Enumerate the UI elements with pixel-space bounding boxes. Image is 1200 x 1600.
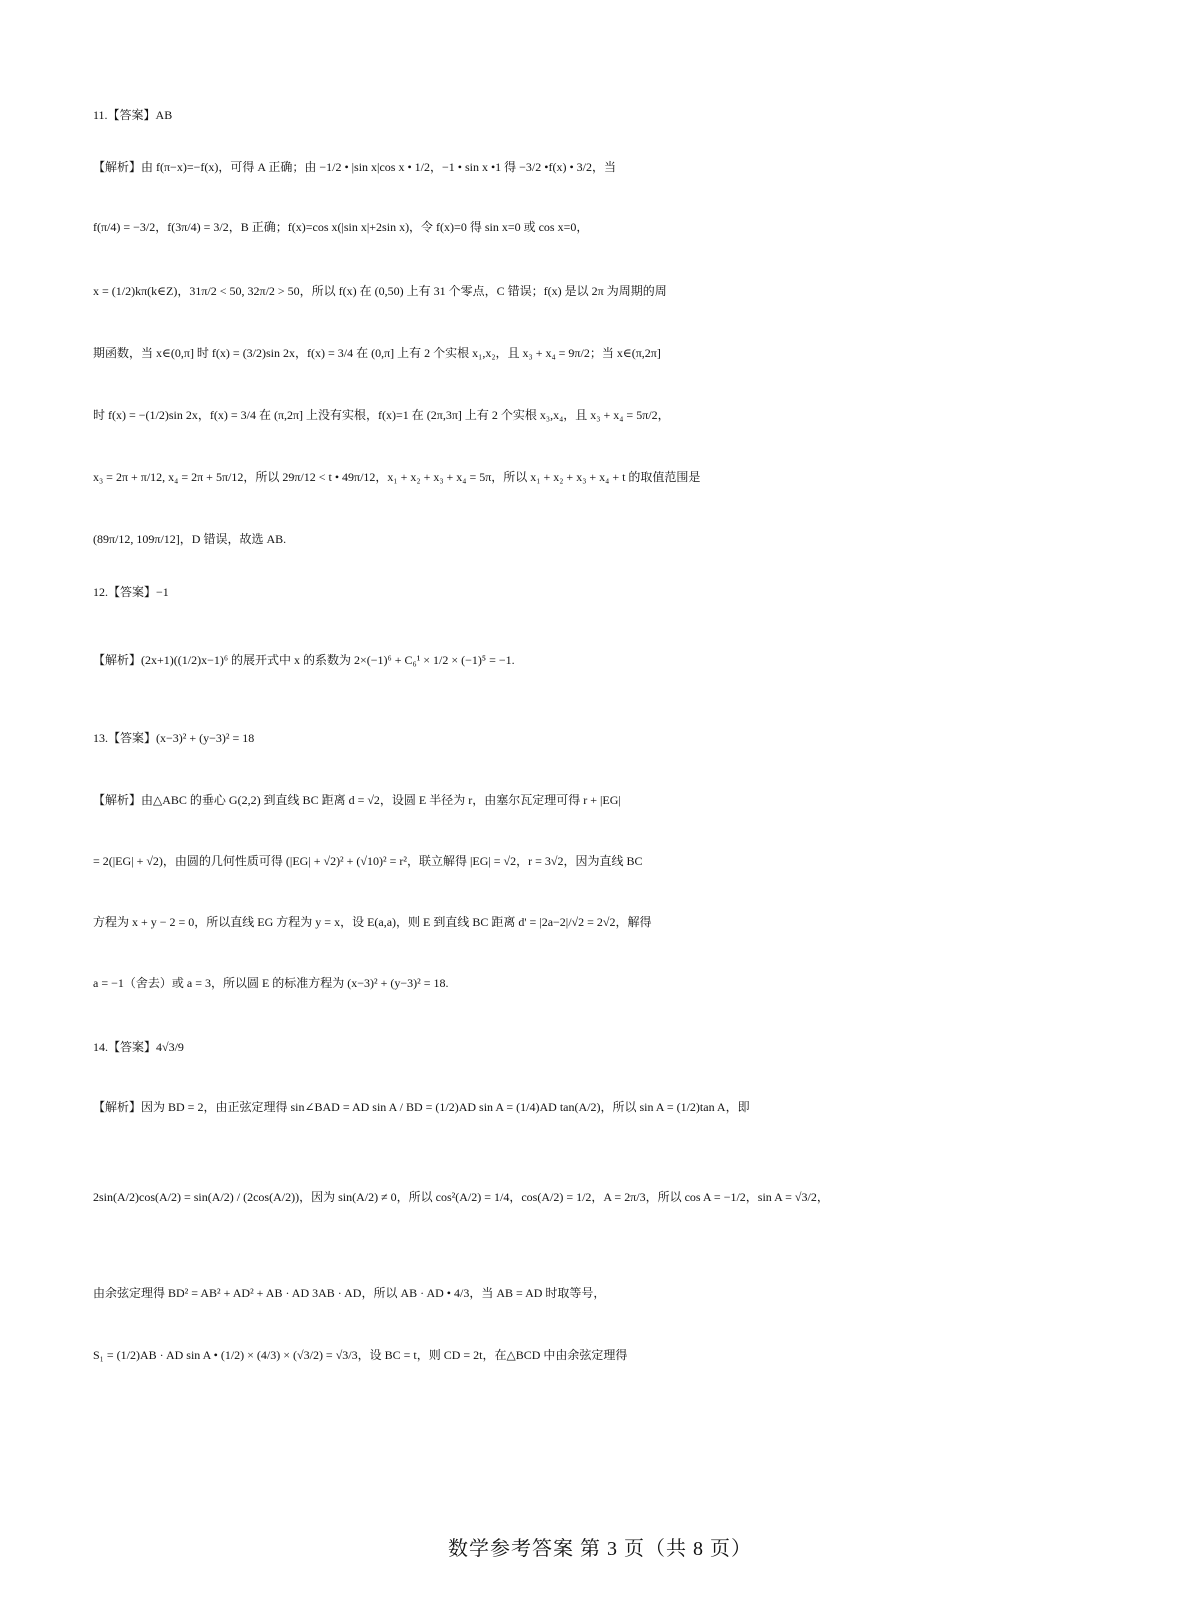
q12-answer: 12.【答案】−1 <box>93 585 169 599</box>
q11-explanation-line-7: (89π/12, 109π/12]，D 错误，故选 AB. <box>93 532 287 546</box>
q11-answer: 11.【答案】AB <box>93 108 173 122</box>
q11-explanation-line-5: 时 f(x) = −(1/2)sin 2x，f(x) = 3/4 在 (π,2π] 上没有实根，f(x)=1 在 (2π,3π] 上有 2 个实根 x₃,x₄，且 x₃ + x₄ = 5π/2， <box>93 408 670 422</box>
page-footer: 数学参考答案 第 3 页（共 8 页） <box>448 1538 752 1560</box>
q14-explanation-line-1: 【解析】因为 BD = 2，由正弦定理得 sin∠BAD = AD sin A / BD = (1/2)AD sin A = (1/4)AD tan(A/2)，所以 sin A = (1/2)tan A，即 <box>93 1100 750 1114</box>
q11-explanation-line-2: f(π/4) = −3/2，f(3π/4) = 3/2，B 正确；f(x)=cos x(|sin x|+2sin x)，令 f(x)=0 得 sin x=0 或 cos x=0， <box>93 220 589 234</box>
q13-answer: 13.【答案】(x−3)² + (y−3)² = 18 <box>93 731 255 745</box>
q14-explanation-line-4: S₁ = (1/2)AB · AD sin A • (1/2) × (4/3) × (√3/2) = √3/3，设 BC = t，则 CD = 2t，在△BCD 中由余弦定理得 <box>93 1348 628 1362</box>
q11-explanation-line-1: 【解析】由 f(π−x)=−f(x)，可得 A 正确；由 −1/2 • |sin x|cos x • 1/2，−1 • sin x •1 得 −3/2 •f(x) • 3/2，当 <box>93 160 616 174</box>
q13-explanation-line-3: 方程为 x + y − 2 = 0，所以直线 EG 方程为 y = x，设 E(a,a)，则 E 到直线 BC 距离 d' = |2a−2|/√2 = 2√2，解得 <box>93 915 652 929</box>
q13-explanation-line-4: a = −1（舍去）或 a = 3，所以圆 E 的标准方程为 (x−3)² + (y−3)² = 18. <box>93 976 449 990</box>
q14-answer: 14.【答案】4√3/9 <box>93 1040 184 1054</box>
q11-explanation-line-6: x₃ = 2π + π/12, x₄ = 2π + 5π/12，所以 29π/12 < t • 49π/12，x₁ + x₂ + x₃ + x₄ = 5π，所以 x₁ + x₂ + x₃ + x₄ + t 的取值范围是 <box>93 470 701 484</box>
q13-explanation-line-2: = 2(|EG| + √2)，由圆的几何性质可得 (|EG| + √2)² + (√10)² = r²，联立解得 |EG| = √2，r = 3√2，因为直线 BC <box>93 854 643 868</box>
q12-explanation-line-1: 【解析】(2x+1)((1/2)x−1)⁶ 的展开式中 x 的系数为 2×(−1)⁶ + C₆¹ × 1/2 × (−1)⁵ = −1. <box>93 653 515 667</box>
q14-explanation-line-2: 2sin(A/2)cos(A/2) = sin(A/2) / (2cos(A/2))，因为 sin(A/2) ≠ 0，所以 cos²(A/2) = 1/4，cos(A/2) = 1/2，A = 2π/3，所以 cos A = −1/2，sin A = √3/2， <box>93 1190 829 1204</box>
q11-explanation-line-4: 期函数，当 x∈(0,π] 时 f(x) = (3/2)sin 2x，f(x) = 3/4 在 (0,π] 上有 2 个实根 x₁,x₂，且 x₃ + x₄ = 9π/2；当 x∈(π,2π] <box>93 346 661 360</box>
q13-explanation-line-1: 【解析】由△ABC 的垂心 G(2,2) 到直线 BC 距离 d = √2，设圆 E 半径为 r，由塞尔瓦定理可得 r + |EG| <box>93 793 621 807</box>
q14-explanation-line-3: 由余弦定理得 BD² = AB² + AD² + AB · AD 3AB · AD，所以 AB · AD • 4/3，当 AB = AD 时取等号， <box>93 1286 606 1300</box>
q11-explanation-line-3: x = (1/2)kπ(k∈Z)，31π/2 < 50, 32π/2 > 50，所以 f(x) 在 (0,50) 上有 31 个零点，C 错误；f(x) 是以 2π 为周期的周 <box>93 284 667 298</box>
